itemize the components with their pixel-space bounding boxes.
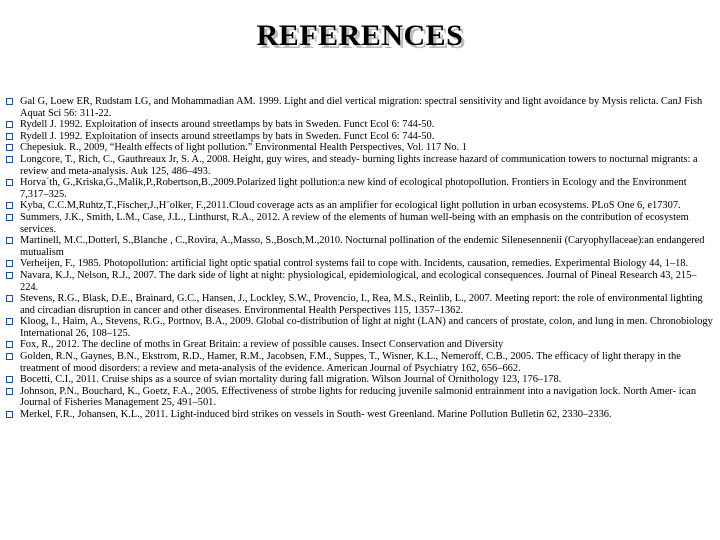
reference-item bbox=[6, 270, 714, 293]
reference-text: Fox, R., 2012. The decline of moths in Great Britain: a review of possible causes. Insect Conservation and Diversity bbox=[20, 339, 504, 351]
reference-item bbox=[6, 119, 714, 131]
reference-text: Golden, R.N., Gaynes, B.N., Ekstrom, R.D., Hamer, R.M., Jacobsen, F.M., Suppes, T., Wisner, K.L., Nemeroff, C.B., 2005. The efficacy of light therapy in the treatment of mood disorders: a review and meta-analysis of the evidence. American Journal of Psychiatry 162, 656–662. bbox=[20, 351, 681, 374]
reference-text: Rydell J. 1992. Exploitation of insects around streetlamps by bats in Sweden. Funct Ecol 6: 744-50. bbox=[20, 119, 435, 131]
references-list bbox=[6, 96, 714, 421]
square-bullet-icon bbox=[6, 133, 13, 140]
square-bullet-icon bbox=[6, 272, 13, 279]
reference-item bbox=[6, 212, 714, 235]
square-bullet-icon bbox=[6, 376, 13, 383]
square-bullet-icon bbox=[6, 156, 13, 163]
reference-item bbox=[6, 409, 714, 421]
square-bullet-icon bbox=[6, 179, 13, 186]
square-bullet-icon bbox=[6, 144, 13, 151]
reference-text: Chepesiuk. R., 2009, “Health effects of light pollution.” Environmental Health Perspectives, Vol. 117 No. 1 bbox=[20, 142, 467, 154]
reference-text: Kloog, I., Haim, A., Stevens, R.G., Portnov, B.A., 2009. Global co-distribution of light at night (LAN) and cancers of prostate, colon, and lung in men. Chronobiology International 26, 108–125. bbox=[20, 316, 713, 339]
square-bullet-icon bbox=[6, 353, 13, 360]
reference-item bbox=[6, 386, 714, 409]
square-bullet-icon bbox=[6, 295, 13, 302]
reference-text: Kyba, C.C.M,Ruhtz,T.,Fischer,J.,H¨olker, F.,2011.Cloud coverage acts as an amplifier for ecological light pollution in urban ecosystems. PLoS One 6, e17307. bbox=[20, 200, 681, 212]
reference-text: Bocetti, C.I., 2011. Cruise ships as a source of svian mortality during fall migration. Wilson Journal of Ornithology 123, 176–178. bbox=[20, 374, 562, 386]
reference-item bbox=[6, 96, 714, 119]
square-bullet-icon bbox=[6, 388, 13, 395]
square-bullet-icon bbox=[6, 237, 13, 244]
reference-item bbox=[6, 131, 714, 143]
reference-text: Rydell J. 1992. Exploitation of insects around streetlamps by bats in Sweden. Funct Ecol 6: 744-50. bbox=[20, 130, 435, 142]
reference-text: Martinell, M.C.,Dotterl, S.,Blanche , C.,Rovira, A.,Masso, S.,Bosch,M.,2010. Nocturnal pollination of the endemic Silenesennenii (Caryophyllaceae):an endangered mutualism bbox=[20, 235, 705, 258]
title-area bbox=[0, 16, 720, 56]
reference-item bbox=[6, 374, 714, 386]
reference-text: Merkel, F.R., Johansen, K.L., 2011. Light-induced bird strikes on vessels in South- west Greenland. Marine Pollution Bulletin 62, 2330–2336. bbox=[20, 409, 612, 421]
reference-item bbox=[6, 316, 714, 339]
reference-text: Verheijen, F., 1985. Photopollution: artificial light optic spatial control systems fail to cope with. Incidents, causation, remedies. Experimental Biology 44, 1–18. bbox=[20, 258, 689, 270]
slide-title: REFERENCES bbox=[256, 19, 464, 52]
square-bullet-icon bbox=[6, 121, 13, 128]
reference-text: Gal G, Loew ER, Rudstam LG, and Mohammadian AM. 1999. Light and diel vertical migration: spectral sensitivity and light avoidance by Mysis relicta. CanJ Fish Aquat Sci 56: 311-22. bbox=[20, 96, 703, 119]
reference-item bbox=[6, 177, 714, 200]
square-bullet-icon bbox=[6, 98, 13, 105]
square-bullet-icon bbox=[6, 214, 13, 221]
square-bullet-icon bbox=[6, 411, 13, 418]
reference-text: Longcore, T., Rich, C., Gauthreaux Jr, S. A., 2008. Height, guy wires, and steady- burning lights increase hazard of communication towers to nocturnal migrants: a review and meta-analysis. Auk 125, 486–493. bbox=[20, 153, 698, 177]
square-bullet-icon bbox=[6, 341, 13, 348]
square-bullet-icon bbox=[6, 202, 13, 209]
reference-item bbox=[6, 142, 714, 154]
reference-item bbox=[6, 235, 714, 258]
reference-text: Johnson, P.N., Bouchard, K., Goetz, F.A., 2005. Effectiveness of strobe lights for reducing juvenile salmonid entrainment into a navigation lock. North Amer- ican Journal of Fisheries Management 25, 491–501. bbox=[20, 385, 697, 409]
reference-item bbox=[6, 200, 714, 212]
reference-item bbox=[6, 258, 714, 270]
reference-text: Stevens, R.G., Blask, D.E., Brainard, G.C., Hansen, J., Lockley, S.W., Provencio, I., Rea, M.S., Reinlib, L., 2007. Meeting report: the role of environmental lighting and circadian disruption in cancer and other diseases. Environmental Health Perspectives 115, 1357–1362. bbox=[20, 293, 703, 316]
reference-text: Horva´th, G.,Kriska,G.,Malik,P.,Robertson,B.,2009.Polarized light pollution:a new kind of ecological photopollution. Frontiers in Ecology and the Environment 7,317–325. bbox=[20, 177, 687, 200]
square-bullet-icon bbox=[6, 260, 13, 267]
square-bullet-icon bbox=[6, 318, 13, 325]
reference-item bbox=[6, 154, 714, 177]
reference-text: Navara, K.J., Nelson, R.J., 2007. The dark side of light at night: physiological, epidemiological, and ecological consequences. Journal of Pineal Research 43, 215–224. bbox=[20, 269, 697, 293]
reference-item bbox=[6, 351, 714, 374]
reference-item bbox=[6, 293, 714, 316]
reference-text: Summers, J.K., Smith, L.M., Case, J.L., Linthurst, R.A., 2012. A review of the elements of human well-being with an emphasis on the contribution of ecosystem services. bbox=[20, 211, 689, 235]
reference-item bbox=[6, 339, 714, 351]
